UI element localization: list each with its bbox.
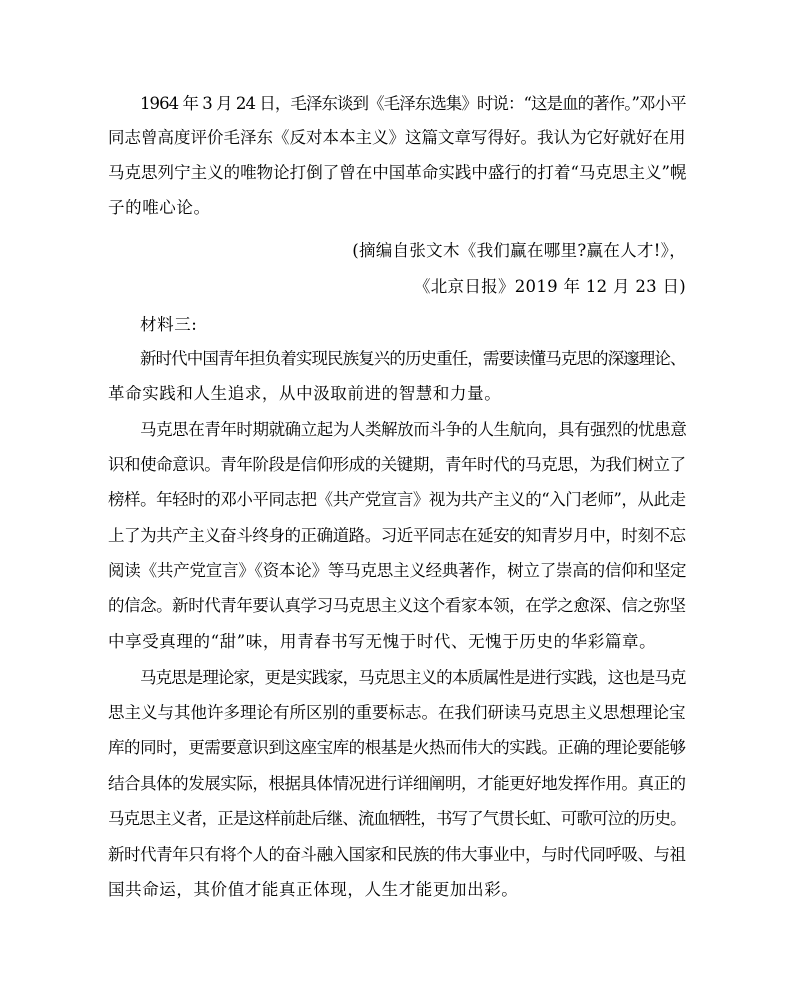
material3-p3-line-4: 结合具体的发展实际，根据具体情况进行详细阐明，才能更好地发挥作用。真正的 <box>108 774 686 793</box>
material3-p2-line-5: 阅读《共产党宣言》《资本论》等马克思主义经典著作，树立了崇高的信仰和坚定 <box>108 561 687 580</box>
material3-p2-line-4: 上了为共产主义奋斗终身的正确道路。习近平同志在延安的知青岁月中，时刻不忘 <box>108 526 686 545</box>
material3-p1-line-1: 新时代中国青年担负着实现民族复兴的历史重任，需要读懂马克思的深邃理论、 <box>140 349 686 368</box>
paragraph1-line-2: 同志曾高度评价毛泽东《反对本本主义》这篇文章写得好。我认为它好就好在用 <box>108 128 686 147</box>
paragraph1-line-1: 1964 年 3 月 24 日，毛泽东谈到《毛泽东选集》时说：“这是血的著作。”邓小平 <box>140 94 686 113</box>
material3-p3-line-5: 马克思主义者，正是这样前赴后继、流血牺牲，书写了气贯长虹、可歌可泣的历史。 <box>108 809 686 828</box>
material3-p3-line-2: 思主义与其他许多理论有所区别的重要标志。在我们研读马克思主义思想理论宝 <box>108 703 686 722</box>
material3-p3-line-6: 新时代青年只有将个人的奋斗融入国家和民族的伟大事业中，与时代同呼吸、与祖 <box>108 845 686 864</box>
paragraph1-line-4: 子的唯心论。 <box>108 198 211 217</box>
material3-p2-line-1: 马克思在青年时期就确立起为人类解放而斗争的人生航向，具有强烈的忧患意 <box>140 420 687 439</box>
material3-p3-line-3: 库的同时，更需要意识到这座宝库的根基是火热而伟大的实践。正确的理论要能够 <box>108 738 686 757</box>
material3-p1-line-2: 革命实践和人生追求，从中汲取前进的智慧和力量。 <box>108 384 502 403</box>
material3-p3-line-1: 马克思是理论家，更是实践家，马克思主义的本质属性是进行实践，这也是马克 <box>140 668 686 687</box>
citation-line-1: (摘编自张文木《我们赢在哪里?赢在人才!》， <box>352 241 686 260</box>
material3-p3-line-7: 国共命运，其价值才能真正体现，人生才能更加出彩。 <box>108 880 519 899</box>
material3-heading: 材料三: <box>140 315 198 334</box>
material3-p2-line-6: 的信念。新时代青年要认真学习马克思主义这个看家本领，在学之愈深、信之弥坚 <box>108 596 686 615</box>
paragraph1-line-3: 马克思列宁主义的唯物论打倒了曾在中国革命实践中盛行的打着“马克思主义”幌 <box>108 163 687 182</box>
material3-p2-line-2: 识和使命意识。青年阶段是信仰形成的关键期，青年时代的马克思，为我们树立了 <box>108 455 686 474</box>
citation-line-2: 《北京日报》2019 年 12 月 23 日) <box>413 277 686 296</box>
material3-p2-line-7: 中享受真理的“甜”味，用青春书写无愧于时代、无愧于历史的华彩篇章。 <box>108 632 657 651</box>
material3-p2-line-3: 榜样。年轻时的邓小平同志把《共产党宣言》视为共产主义的“入门老师”，从此走 <box>108 490 686 509</box>
